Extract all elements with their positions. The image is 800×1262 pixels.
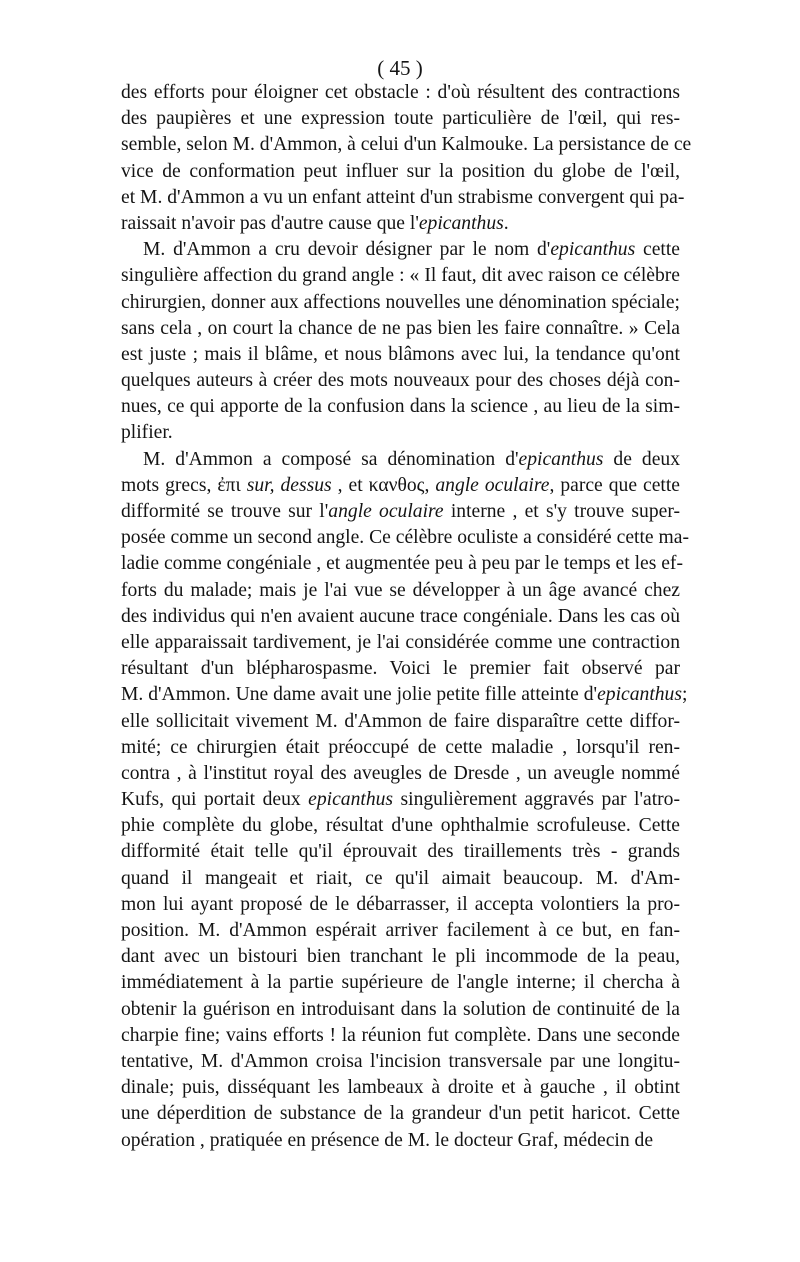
text-line: elle sollicitait vivement M. d'Ammon de faire disparaître cette diffor- xyxy=(121,710,680,732)
text-line: immédiatement à la partie supérieure de l'angle interne; il chercha à xyxy=(121,972,680,994)
paragraph xyxy=(121,447,689,1154)
text-line: résultant d'un blépharospasme. Voici le premier fait observé par xyxy=(121,658,680,680)
text-line: mon lui ayant proposé de le débarrasser, il accepta volontiers la pro- xyxy=(121,893,680,915)
text-line: singulière affection du grand angle : « Il faut, dit avec raison ce célèbre xyxy=(121,265,680,287)
text-line: semble, selon M. d'Ammon, à celui d'un Kalmouke. La persistance de ce xyxy=(121,134,692,156)
text-line: charpie fine; vains efforts ! la réunion fut complète. Dans une seconde xyxy=(121,1024,680,1046)
text-line: position. M. d'Ammon espérait arriver facilement à ce but, en fan- xyxy=(121,920,680,941)
text-line: mité; ce chirurgien était préoccupé de cette maladie , lorsqu'il ren- xyxy=(121,736,680,758)
text-line: M. d'Ammon a cru devoir désigner par le nom d'epicanthus cette xyxy=(143,239,680,261)
text-line: forts du malade; mais je l'ai vue se développer à un âge avancé chez xyxy=(121,579,680,601)
text-line: plifier. xyxy=(121,422,173,444)
text-line: une déperdition de substance de la grandeur d'un petit haricot. Cette xyxy=(121,1103,680,1125)
text-line: posée comme un second angle. Ce célèbre oculiste a considéré cette ma- xyxy=(121,527,689,549)
text-line: dant avec un bistouri bien tranchant le pli incommode de la peau, xyxy=(121,946,680,968)
text-line: obtenir la guérison en introduisant dans la solution de continuité de la xyxy=(121,998,680,1020)
text-line: tentative, M. d'Ammon croisa l'incision transversale par une longitu- xyxy=(121,1050,680,1072)
text-line: quand il mangeait et riait, ce qu'il aimait beaucoup. M. d'Am- xyxy=(121,867,680,889)
text-line: et M. d'Ammon a vu un enfant atteint d'un strabisme convergent qui pa- xyxy=(121,186,685,208)
text-line: difformité se trouve sur l'angle oculaire interne , et s'y trouve super- xyxy=(121,501,680,522)
text-line: raissait n'avoir pas d'autre cause que l'epicanthus. xyxy=(121,212,509,234)
page-number: ( 45 ) xyxy=(377,56,423,80)
text-line: contra , à l'institut royal des aveugles de Dresde , un aveugle nommé xyxy=(121,762,680,784)
text-line: Kufs, qui portait deux epicanthus singulièrement aggravés par l'atro- xyxy=(121,789,680,811)
text-line: des individus qui n'en avaient aucune trace congéniale. Dans les cas où xyxy=(121,605,680,627)
text-line: elle apparaissait tardivement, je l'ai considérée comme une contraction xyxy=(121,631,680,653)
text-line: quelques auteurs à créer des mots nouveaux pour des choses déjà con- xyxy=(121,370,680,392)
text-line: dinale; puis, disséquant les lambeaux à droite et à gauche , il obtint xyxy=(121,1077,680,1099)
text-line: ladie comme congéniale , et augmentée peu à peu par le temps et les ef- xyxy=(121,553,683,575)
text-line: difformité était telle qu'il éprouvait des tiraillements très - grands xyxy=(121,841,680,863)
paragraph xyxy=(121,80,692,237)
text-line: vice de conformation peut influer sur la position du globe de l'œil, xyxy=(121,160,680,182)
text-line: M. d'Ammon. Une dame avait une jolie petite fille atteinte d'epicanthus; xyxy=(121,684,688,706)
text-line: mots grecs, ἐπι sur, dessus , et κανθος, angle oculaire, parce que cette xyxy=(121,474,680,496)
paragraph xyxy=(121,237,680,447)
text-line: phie complète du globe, résultat d'une ophthalmie scrofuleuse. Cette xyxy=(121,815,680,837)
text-line: est juste ; mais il blâme, et nous blâmons avec lui, la tendance qu'ont xyxy=(121,343,680,365)
body-text xyxy=(121,80,692,1154)
text-line: des paupières et une expression toute particulière de l'œil, qui res- xyxy=(121,108,680,130)
text-line: chirurgien, donner aux affections nouvelles une dénomination spéciale; xyxy=(121,291,680,313)
text-line: des efforts pour éloigner cet obstacle : d'où résultent des contractions xyxy=(121,82,680,103)
text-line: opération , pratiquée en présence de M. le docteur Graf, médecin de xyxy=(121,1129,654,1151)
text-line: sans cela , on court la chance de ne pas bien les faire connaître. » Cela xyxy=(121,317,680,339)
text-line: M. d'Ammon a composé sa dénomination d'epicanthus de deux xyxy=(143,448,680,470)
text-line: nues, ce qui apporte de la confusion dans la science , au lieu de la sim- xyxy=(121,396,680,418)
